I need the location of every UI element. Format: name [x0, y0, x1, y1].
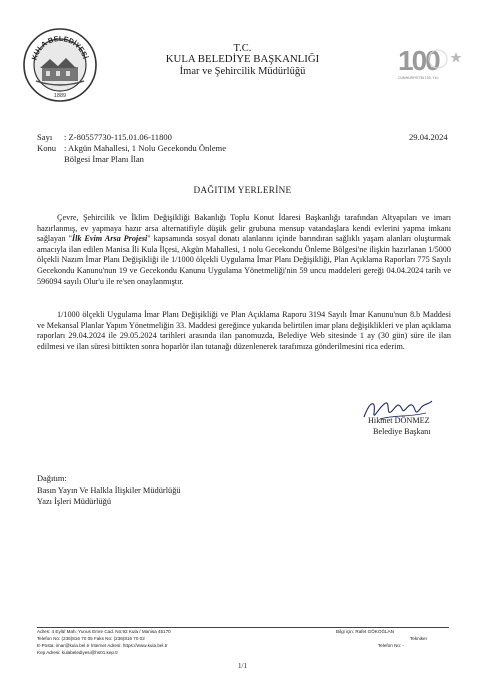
kula-belediyesi-seal-icon	[22, 27, 98, 103]
dagitim-heading: Dağıtım:	[37, 474, 67, 483]
konu-value-line1: : Akgün Mahallesi, 1 Nolu Gecekondu Önleme	[64, 143, 227, 153]
footer-kep: Kep Adresi: kulabelediyesi@hs01.kep.tr	[37, 650, 119, 655]
svg-text:1889: 1889	[53, 93, 67, 99]
footer-divider	[37, 627, 449, 628]
footer-address: Adres: 4 Eylül Mah. Yunus Emre Cad. No:92 Kula / Manisa 45170	[37, 629, 171, 634]
distribution-title: DAĞITIM YERLERİNE	[193, 185, 292, 195]
document-date: 29.04.2024	[409, 132, 448, 142]
sayi-value: : Z-80557730-115.01.06-11800	[64, 132, 172, 142]
header-department: İmar ve Şehircilik Müdürlüğü	[179, 66, 306, 77]
svg-text:CUMHURİYETİN 100. YILI: CUMHURİYETİN 100. YILI	[398, 76, 439, 80]
footer-role: Tekniker	[410, 636, 428, 641]
header-country: T.C.	[233, 43, 252, 54]
footer-phone: Telefon No: (236)816 70 05 Faks No: (236)816 70 02	[37, 636, 145, 641]
signatory-name: Hikmet DÖNMEZ	[368, 416, 430, 425]
svg-text:100: 100	[398, 45, 439, 76]
footer-email: E-Posta: imar@kula.bel.tr İnternet Adresi: https://www.kula.bel.tr	[37, 643, 168, 648]
konu-label: Konu	[37, 143, 57, 153]
para2-text: 1/1000 ölçekli Uygulama İmar Planı Değişikliği ve Plan Açıklama Raporu 3194 Sayılı İmar Kanunu'nun 8.b Maddesi ve Mekansal Planlar Yapım Yönetmeliğin 33. Maddesi gereğince yukarıda belirtilen imar planı değişiklikleri ve plan açıklama raporları 29.04.2024 ile 29.05.2024 tarihleri arasında ilan panomuzda, Belediye Web sitesinde 1 ay (30 gün) süre ile ilan edilmesi ve ilan süresi bittikten sonra hoparlör ilan tutanağı düzenlenerek tarafımıza gönderilmesini rica ederim.	[37, 310, 451, 351]
footer-info-contact: Bilgi için: Rafet GÖKOĞLAN	[336, 629, 394, 634]
sayi-label: Sayı	[37, 132, 53, 142]
konu-value-line2: Bölgesi İmar Planı İlan	[64, 154, 144, 164]
cumhuriyet-100-yil-logo-icon	[394, 42, 466, 84]
project-name: İlk Evim Arsa Projesi	[71, 234, 148, 244]
dagitim-item: Basın Yayın Ve Halkla İlişkiler Müdürlüğü	[37, 486, 181, 495]
footer-tel: Telefon No: -	[378, 643, 405, 648]
body-paragraph-2	[37, 310, 451, 352]
dagitim-item: Yazı İşleri Müdürlüğü	[37, 497, 112, 506]
header-institution: KULA BELEDİYE BAŞKANLIĞI	[165, 53, 320, 65]
svg-text:KULA BELEDİYESİ: KULA BELEDİYESİ	[29, 33, 91, 62]
page-number: 1/1	[238, 662, 247, 670]
signatory-title: Belediye Başkanı	[373, 427, 431, 436]
body-paragraph-1	[37, 213, 451, 287]
para1-before: Çevre, Şehircilik ve İklim Değişikliği Bakanlığı Toplu Konut İdaresi Başkanlığı tarafından Altyapıları ve imarı hazırlanmış, ev yapmaya hazır arsa alternatifiyle düşük gelir grubuna mensup vatandaşlara kendi evlerini yapma imkanı sağlayan "	[37, 213, 451, 244]
para1-after: " kapsamında sosyal donatı alanlarını içinde barındıran sağlıklı yaşam alanları oluşturmak amacıyla ilan edilen Manisa İli Kula İlçesi, Akgün Mahallesi, 1 nolu Gecekondu Önleme Bölgesi'ne ilişkin hazırlanan 1/5000 ölçekli Nazım İmar Planı Değişikliği ile 1/1000 ölçekli Uygulama İmar Planı Değişikliği, Plan Açıklama Raporları 775 Sayılı Gecekondu Kanunu'nun 19 ve Gecekondu Kanunu Uygulama Yönetmeliği'nin 59 uncu maddeleri gereği 04.04.2024 tarih ve 596094 sayılı Olur'u ile re'sen onaylanmıştır.	[37, 234, 451, 286]
